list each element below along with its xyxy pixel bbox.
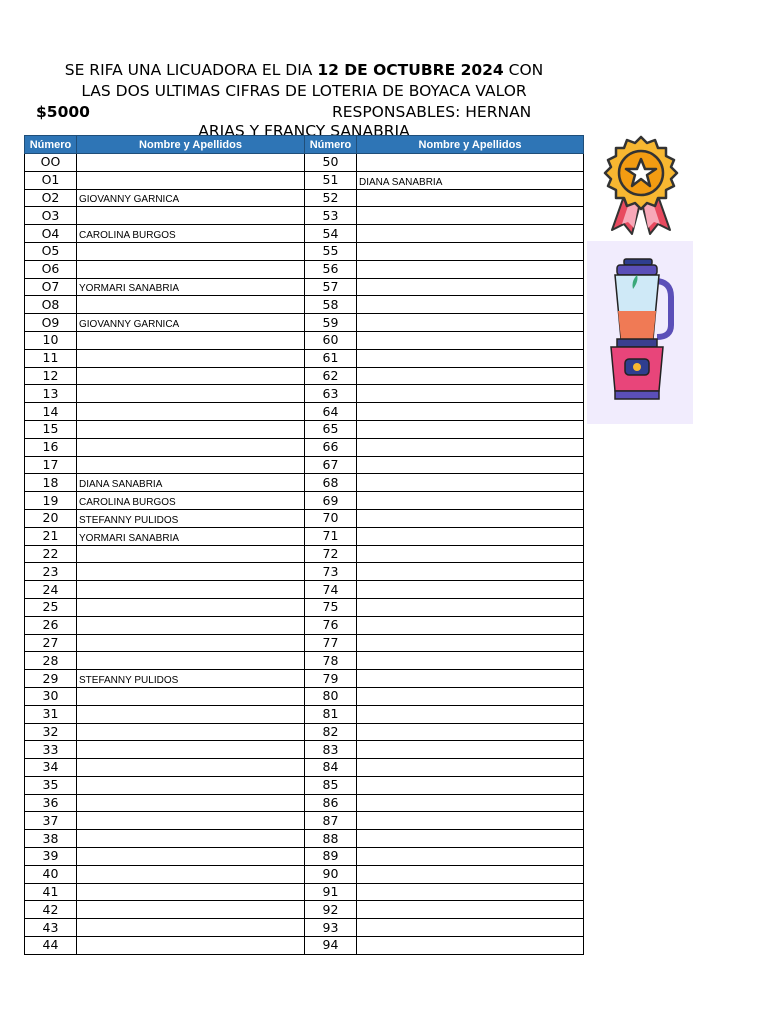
participant-name-cell	[77, 652, 305, 670]
table-row	[25, 759, 584, 777]
blender-icon	[587, 241, 693, 424]
table-row	[25, 670, 584, 688]
ticket-number-cell: O1	[25, 171, 77, 189]
participant-name-cell	[77, 848, 305, 866]
participant-name-cell	[357, 296, 584, 314]
table-row	[25, 260, 584, 278]
ticket-number-cell: 85	[305, 776, 357, 794]
participant-name-cell	[77, 349, 305, 367]
participant-name-cell	[77, 794, 305, 812]
ticket-number-cell: 64	[305, 403, 357, 421]
table-row	[25, 314, 584, 332]
table-row	[25, 242, 584, 260]
participant-name-cell	[77, 420, 305, 438]
ticket-number-cell: 24	[25, 581, 77, 599]
raffle-header	[24, 60, 584, 135]
participant-name-cell	[357, 883, 584, 901]
participant-name-cell	[357, 901, 584, 919]
participant-name-cell	[357, 331, 584, 349]
participant-name-cell: GIOVANNY GARNICA	[77, 314, 305, 332]
ticket-number-cell: 38	[25, 830, 77, 848]
ticket-number-cell: 57	[305, 278, 357, 296]
ticket-number-cell: 74	[305, 581, 357, 599]
ticket-number-cell: 42	[25, 901, 77, 919]
table-row	[25, 794, 584, 812]
ticket-number-cell: 94	[305, 937, 357, 955]
participant-name-cell	[357, 242, 584, 260]
participant-name-cell	[77, 741, 305, 759]
ticket-number-cell: 18	[25, 474, 77, 492]
ticket-number-cell: 34	[25, 759, 77, 777]
ticket-number-cell: O7	[25, 278, 77, 296]
blender-image	[587, 241, 693, 424]
ticket-number-cell: O6	[25, 260, 77, 278]
ticket-number-cell: 75	[305, 598, 357, 616]
table-row	[25, 830, 584, 848]
participant-name-cell	[77, 830, 305, 848]
ticket-number-cell: 13	[25, 385, 77, 403]
participant-name-cell	[357, 581, 584, 599]
ticket-number-cell: 40	[25, 865, 77, 883]
participant-name-cell	[77, 545, 305, 563]
ticket-number-cell: 28	[25, 652, 77, 670]
table-row	[25, 634, 584, 652]
table-row	[25, 278, 584, 296]
participant-name-cell	[357, 687, 584, 705]
ticket-number-cell: O8	[25, 296, 77, 314]
participant-name-cell: YORMARI SANABRIA	[77, 278, 305, 296]
table-row	[25, 509, 584, 527]
ticket-number-cell: 25	[25, 598, 77, 616]
participant-name-cell	[357, 759, 584, 777]
participant-name-cell	[357, 776, 584, 794]
participant-name-cell	[77, 759, 305, 777]
header-line-3	[24, 102, 584, 123]
ticket-number-cell: 61	[305, 349, 357, 367]
ticket-number-cell: 86	[305, 794, 357, 812]
column-header-numero: Número	[25, 136, 77, 154]
ticket-number-cell: 79	[305, 670, 357, 688]
ticket-price: $5000	[36, 103, 90, 121]
ticket-number-cell: 19	[25, 492, 77, 510]
participant-name-cell	[77, 260, 305, 278]
ticket-number-cell: O2	[25, 189, 77, 207]
ticket-number-cell: 39	[25, 848, 77, 866]
participant-name-cell	[77, 331, 305, 349]
ticket-number-cell: OO	[25, 154, 77, 172]
column-header-nombre-2: Nombre y Apellidos	[357, 136, 584, 154]
ticket-number-cell: 89	[305, 848, 357, 866]
table-row	[25, 385, 584, 403]
table-row	[25, 420, 584, 438]
participant-name-cell	[77, 723, 305, 741]
table-row	[25, 349, 584, 367]
ticket-number-cell: 35	[25, 776, 77, 794]
participant-name-cell	[77, 438, 305, 456]
participant-name-cell	[77, 563, 305, 581]
participant-name-cell	[77, 403, 305, 421]
ticket-number-cell: 26	[25, 616, 77, 634]
participant-name-cell	[357, 367, 584, 385]
participant-name-cell	[357, 403, 584, 421]
participant-name-cell	[357, 456, 584, 474]
ticket-number-cell: 15	[25, 420, 77, 438]
ticket-number-cell: 90	[305, 865, 357, 883]
header-line-1-end: CON	[503, 61, 544, 79]
ticket-number-cell: 32	[25, 723, 77, 741]
participant-name-cell	[77, 456, 305, 474]
table-row	[25, 741, 584, 759]
ticket-number-cell: 59	[305, 314, 357, 332]
table-row	[25, 581, 584, 599]
table-body	[25, 154, 584, 955]
participant-name-cell	[357, 527, 584, 545]
ticket-number-cell: 52	[305, 189, 357, 207]
participant-name-cell	[77, 385, 305, 403]
participant-name-cell	[77, 919, 305, 937]
participant-name-cell	[77, 367, 305, 385]
ticket-number-cell: O4	[25, 225, 77, 243]
ticket-number-cell: 62	[305, 367, 357, 385]
participant-name-cell	[77, 812, 305, 830]
table-row	[25, 563, 584, 581]
table-row	[25, 865, 584, 883]
ticket-number-cell: 77	[305, 634, 357, 652]
ticket-number-cell: 67	[305, 456, 357, 474]
ticket-number-cell: 41	[25, 883, 77, 901]
table-row	[25, 207, 584, 225]
ticket-number-cell: 54	[305, 225, 357, 243]
participant-name-cell	[357, 848, 584, 866]
ticket-number-cell: 12	[25, 367, 77, 385]
participant-name-cell	[357, 154, 584, 172]
participant-name-cell	[77, 207, 305, 225]
participant-name-cell	[357, 794, 584, 812]
participant-name-cell	[357, 260, 584, 278]
table-row	[25, 456, 584, 474]
participant-name-cell	[77, 154, 305, 172]
raffle-table	[24, 135, 584, 955]
table-row	[25, 901, 584, 919]
ticket-number-cell: 17	[25, 456, 77, 474]
ticket-number-cell: 33	[25, 741, 77, 759]
participant-name-cell: DIANA SANABRIA	[77, 474, 305, 492]
table-row	[25, 189, 584, 207]
participant-name-cell	[357, 278, 584, 296]
table-row	[25, 438, 584, 456]
ticket-number-cell: 83	[305, 741, 357, 759]
column-header-numero-2: Número	[305, 136, 357, 154]
participant-name-cell	[357, 937, 584, 955]
participant-name-cell	[357, 741, 584, 759]
table-row	[25, 367, 584, 385]
table-row	[25, 687, 584, 705]
ticket-number-cell: 92	[305, 901, 357, 919]
table-row	[25, 545, 584, 563]
ticket-number-cell: O3	[25, 207, 77, 225]
raffle-date: 12 DE OCTUBRE 2024	[317, 61, 504, 79]
ticket-number-cell: 36	[25, 794, 77, 812]
participant-name-cell: DIANA SANABRIA	[357, 171, 584, 189]
participant-name-cell	[357, 723, 584, 741]
medal-with-star-icon	[594, 134, 688, 238]
participant-name-cell: CAROLINA BURGOS	[77, 225, 305, 243]
table-row	[25, 296, 584, 314]
ticket-number-cell: 69	[305, 492, 357, 510]
table-row	[25, 812, 584, 830]
header-line-1-text: SE RIFA UNA LICUADORA EL DIA	[64, 61, 318, 79]
participant-name-cell	[77, 296, 305, 314]
header-line-1	[24, 60, 584, 81]
table-row	[25, 474, 584, 492]
ticket-number-cell: 80	[305, 687, 357, 705]
ticket-number-cell: 20	[25, 509, 77, 527]
participant-name-cell	[357, 314, 584, 332]
participant-name-cell	[77, 901, 305, 919]
ticket-number-cell: 55	[305, 242, 357, 260]
ticket-number-cell: 43	[25, 919, 77, 937]
table-row	[25, 331, 584, 349]
ticket-number-cell: 88	[305, 830, 357, 848]
participant-name-cell	[357, 670, 584, 688]
participant-name-cell	[77, 937, 305, 955]
ticket-number-cell: 14	[25, 403, 77, 421]
header-line-4: ARIAS Y FRANCY SANABRIA	[198, 122, 410, 135]
participant-name-cell	[77, 598, 305, 616]
ticket-number-cell: 51	[305, 171, 357, 189]
participant-name-cell	[357, 225, 584, 243]
participant-name-cell	[357, 509, 584, 527]
ticket-number-cell: 50	[305, 154, 357, 172]
responsables-label: RESPONSABLES: HERNAN	[331, 103, 532, 121]
table-row	[25, 848, 584, 866]
ticket-number-cell: 21	[25, 527, 77, 545]
ticket-number-cell: 72	[305, 545, 357, 563]
table-row	[25, 652, 584, 670]
table-row	[25, 616, 584, 634]
ticket-number-cell: 30	[25, 687, 77, 705]
participant-name-cell	[357, 385, 584, 403]
ticket-number-cell: 29	[25, 670, 77, 688]
ticket-number-cell: 10	[25, 331, 77, 349]
participant-name-cell	[357, 865, 584, 883]
table-row	[25, 225, 584, 243]
participant-name-cell	[77, 776, 305, 794]
ticket-number-cell: O5	[25, 242, 77, 260]
table-row	[25, 403, 584, 421]
ticket-number-cell: 31	[25, 705, 77, 723]
participant-name-cell	[357, 598, 584, 616]
ticket-number-cell: 60	[305, 331, 357, 349]
participant-name-cell	[77, 171, 305, 189]
ticket-number-cell: 71	[305, 527, 357, 545]
table-row	[25, 919, 584, 937]
participant-name-cell: YORMARI SANABRIA	[77, 527, 305, 545]
participant-name-cell	[77, 687, 305, 705]
ticket-number-cell: 56	[305, 260, 357, 278]
table-row	[25, 723, 584, 741]
ticket-number-cell: 76	[305, 616, 357, 634]
table-row	[25, 598, 584, 616]
ticket-number-cell: 70	[305, 509, 357, 527]
ticket-number-cell: 78	[305, 652, 357, 670]
ticket-number-cell: 16	[25, 438, 77, 456]
participant-name-cell	[357, 545, 584, 563]
participant-name-cell	[357, 563, 584, 581]
table-row	[25, 937, 584, 955]
participant-name-cell	[77, 581, 305, 599]
participant-name-cell	[357, 189, 584, 207]
participant-name-cell	[357, 492, 584, 510]
participant-name-cell	[357, 705, 584, 723]
ticket-number-cell: 82	[305, 723, 357, 741]
ticket-number-cell: 58	[305, 296, 357, 314]
participant-name-cell	[357, 830, 584, 848]
table-row	[25, 492, 584, 510]
ticket-number-cell: 23	[25, 563, 77, 581]
participant-name-cell	[357, 420, 584, 438]
header-line-2: LAS DOS ULTIMAS CIFRAS DE LOTERIA DE BOYACA VALOR	[81, 82, 527, 100]
ticket-number-cell: 68	[305, 474, 357, 492]
participant-name-cell	[77, 242, 305, 260]
participant-name-cell	[77, 616, 305, 634]
participant-name-cell	[357, 616, 584, 634]
participant-name-cell	[357, 349, 584, 367]
ticket-number-cell: 44	[25, 937, 77, 955]
ticket-number-cell: 63	[305, 385, 357, 403]
participant-name-cell	[357, 207, 584, 225]
participant-name-cell	[357, 634, 584, 652]
ticket-number-cell: 37	[25, 812, 77, 830]
table-row	[25, 527, 584, 545]
participant-name-cell	[77, 705, 305, 723]
participant-name-cell	[77, 865, 305, 883]
ticket-number-cell: 81	[305, 705, 357, 723]
ticket-number-cell: 27	[25, 634, 77, 652]
table-row	[25, 154, 584, 172]
table-row	[25, 776, 584, 794]
participant-name-cell	[357, 474, 584, 492]
ticket-number-cell: O9	[25, 314, 77, 332]
ticket-number-cell: 87	[305, 812, 357, 830]
participant-name-cell	[77, 634, 305, 652]
ticket-number-cell: 53	[305, 207, 357, 225]
table-header-row	[25, 136, 584, 154]
participant-name-cell	[77, 883, 305, 901]
column-header-nombre: Nombre y Apellidos	[77, 136, 305, 154]
ticket-number-cell: 93	[305, 919, 357, 937]
ticket-number-cell: 11	[25, 349, 77, 367]
ticket-number-cell: 84	[305, 759, 357, 777]
table-row	[25, 883, 584, 901]
ticket-number-cell: 65	[305, 420, 357, 438]
participant-name-cell: STEFANNY PULIDOS	[77, 670, 305, 688]
participant-name-cell	[357, 652, 584, 670]
participant-name-cell	[357, 812, 584, 830]
participant-name-cell	[357, 919, 584, 937]
ticket-number-cell: 91	[305, 883, 357, 901]
participant-name-cell: GIOVANNY GARNICA	[77, 189, 305, 207]
table-row	[25, 171, 584, 189]
ticket-number-cell: 73	[305, 563, 357, 581]
participant-name-cell: STEFANNY PULIDOS	[77, 509, 305, 527]
ticket-number-cell: 22	[25, 545, 77, 563]
participant-name-cell: CAROLINA BURGOS	[77, 492, 305, 510]
participant-name-cell	[357, 438, 584, 456]
ticket-number-cell: 66	[305, 438, 357, 456]
table-row	[25, 705, 584, 723]
